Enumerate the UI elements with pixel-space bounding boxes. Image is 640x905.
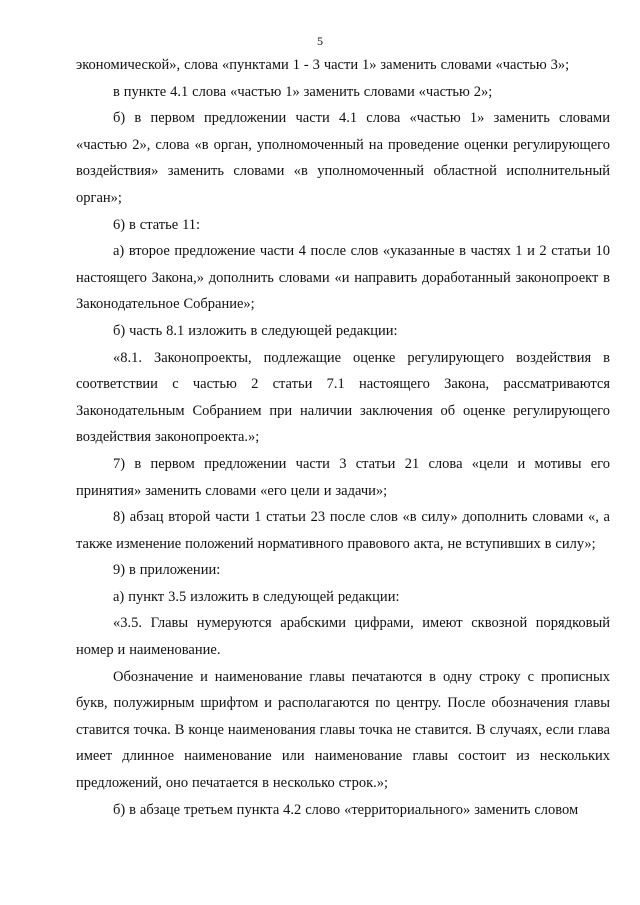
paragraph: 9) в приложении:	[113, 562, 221, 579]
paragraph: «8.1. Законопроекты, подлежащие оценке регулирующего воздействия в соответствии с частью 2 статьи 7.1 настоящего Закона, рассматриваются Законодательным Собранием при наличии заключения об оценке регулирующего воздействия законопроекта.»;	[76, 349, 610, 446]
paragraph: 6) в статье 11:	[113, 216, 201, 233]
paragraph: б) в первом предложении части 4.1 слова «частью 1» заменить словами «частью 2», слова «в орган, уполномоченный на проведение оценки регулирующего воздействия» заменить словами «в уполномоченный областной исполнительный орган»;	[76, 110, 610, 206]
paragraph: б) в абзаце третьем пункта 4.2 слово «территориального» заменить словом	[113, 801, 579, 818]
paragraph: а) второе предложение части 4 после слов «указанные в частях 1 и 2 статьи 10 настоящего Закона,» дополнить словами «и направить доработанный законопроект в Законодательное Собрание»;	[76, 243, 610, 313]
paragraph: б) часть 8.1 изложить в следующей редакции:	[113, 322, 398, 339]
paragraph-continuation: экономической», слова «пунктами 1 - 3 части 1» заменить словами «частью 3»;	[76, 57, 570, 73]
document-body	[76, 52, 610, 823]
paragraph: в пункте 4.1 слова «частью 1» заменить словами «частью 2»;	[113, 83, 493, 100]
paragraph: 7) в первом предложении части 3 статьи 21 слова «цели и мотивы его принятия» заменить словами «его цели и задачи»;	[76, 455, 610, 499]
paragraph: Обозначение и наименование главы печатаются в одну строку с прописных букв, полужирным шрифтом и располагаются по центру. После обозначения главы ставится точка. В конце наименования главы точка не ставится. В случаях, если глава имеет длинное наименование или наименование главы состоит из нескольких предложений, оно печатается в несколько строк.»;	[76, 668, 610, 792]
paragraph: 8) абзац второй части 1 статьи 23 после слов «в силу» дополнить словами «, а также изменение положений нормативного правового акта, не вступивших в силу»;	[76, 509, 610, 552]
page-number: 5	[317, 34, 323, 48]
paragraph: «3.5. Главы нумеруются арабскими цифрами, имеют сквозной порядковый номер и наименование.	[76, 615, 610, 659]
paragraph: а) пункт 3.5 изложить в следующей редакции:	[113, 588, 400, 605]
